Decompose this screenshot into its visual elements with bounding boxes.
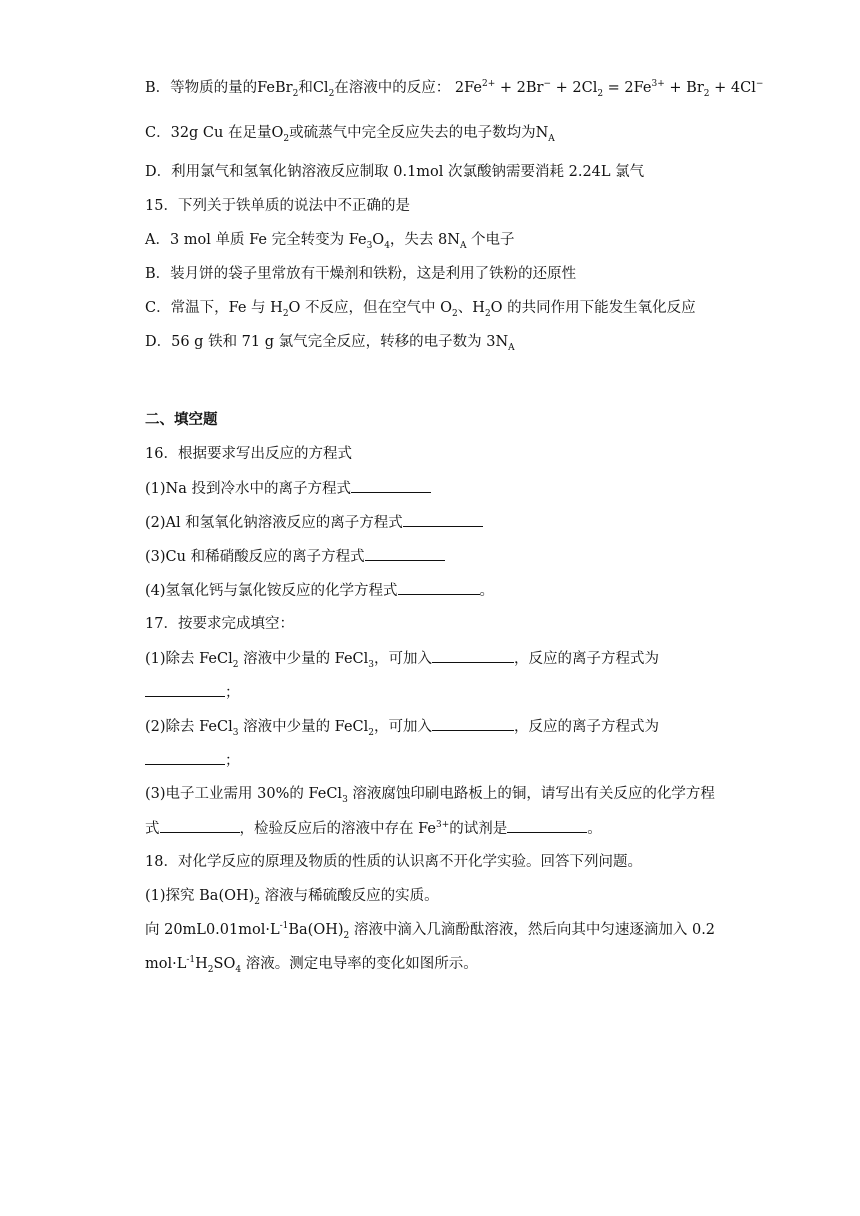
option-text: D．56 g 铁和 71 g 氯气完全反应，转移的电子数为 3N bbox=[145, 334, 509, 350]
q16-part-3 bbox=[145, 546, 445, 567]
option-text: ，失去 8N bbox=[389, 232, 460, 248]
eq-term: + 2Br bbox=[495, 80, 544, 96]
part-text: 溶液中少量的 FeCl bbox=[238, 651, 369, 667]
part-text: ，可加入 bbox=[374, 651, 433, 667]
q18-description-line-2 bbox=[145, 954, 478, 974]
subscript: 2 bbox=[597, 88, 604, 99]
superscript: 3+ bbox=[435, 820, 450, 831]
part-text: 的试剂是 bbox=[449, 821, 508, 837]
subscript: 2 bbox=[283, 133, 290, 144]
formula-febr: FeBr bbox=[257, 80, 293, 96]
part-text: ，可加入 bbox=[374, 719, 433, 735]
eq-term: + 2Cl bbox=[551, 80, 598, 96]
subscript: 2 bbox=[328, 88, 335, 99]
option-text: A．3 mol 单质 Fe 完全转变为 Fe bbox=[145, 232, 367, 248]
q15-stem: 15．下列关于铁单质的说法中不正确的是 bbox=[145, 198, 410, 214]
answer-blank[interactable] bbox=[145, 682, 225, 697]
option-text: C．常温下，Fe 与 H bbox=[145, 300, 283, 316]
superscript: -1 bbox=[186, 955, 196, 966]
part-text: 溶液腐蚀印刷电路板上的铜，请写出有关反应的化学方程 bbox=[347, 786, 715, 802]
q15-option-c bbox=[145, 298, 696, 318]
part-text: (3)Cu 和稀硝酸反应的离子方程式 bbox=[145, 549, 365, 565]
answer-blank[interactable] bbox=[160, 818, 240, 833]
q17-part-3 bbox=[145, 784, 715, 804]
subscript: 2 bbox=[484, 308, 491, 319]
part-text: (4)氢氧化钙与氯化铵反应的化学方程式 bbox=[145, 583, 398, 599]
part-text: SO bbox=[213, 956, 236, 972]
part-text: H bbox=[195, 956, 208, 972]
subscript: 2 bbox=[232, 659, 239, 670]
part-text: (1)探究 Ba(OH) bbox=[145, 888, 255, 904]
q17-part-1 bbox=[145, 648, 659, 669]
q17-part-1-cont bbox=[145, 682, 240, 703]
part-text: 溶液。测定电导率的变化如图所示。 bbox=[241, 956, 478, 972]
part-text: (3)电子工业需用 30%的 FeCl bbox=[145, 786, 343, 802]
q14-option-b bbox=[145, 78, 763, 98]
q16-part-4 bbox=[145, 580, 494, 601]
part-text: 溶液中少量的 FeCl bbox=[238, 719, 369, 735]
q17-part-3-cont bbox=[145, 818, 602, 839]
subscript: 2 bbox=[207, 964, 214, 975]
answer-blank[interactable] bbox=[398, 580, 480, 595]
subscript: 3 bbox=[342, 794, 348, 805]
option-text: O 的共同作用下能发生氧化反应 bbox=[490, 300, 696, 316]
section-title: 二、填空题 bbox=[145, 411, 218, 428]
subscript: 3 bbox=[368, 659, 375, 670]
part-text: (2)除去 FeCl bbox=[145, 719, 233, 735]
answer-blank[interactable] bbox=[507, 818, 587, 833]
option-text: O bbox=[372, 232, 385, 248]
subscript: 4 bbox=[235, 964, 242, 975]
formula-cl: Cl bbox=[312, 80, 329, 96]
subscript: A bbox=[508, 342, 515, 353]
q18-part-1 bbox=[145, 886, 439, 906]
subscript: 3 bbox=[366, 240, 373, 251]
subscript: 2 bbox=[282, 308, 289, 319]
q18-description-line-1 bbox=[145, 920, 715, 940]
superscript: -1 bbox=[279, 921, 289, 932]
ionic-equation bbox=[454, 79, 764, 99]
answer-blank[interactable] bbox=[145, 750, 225, 765]
eq-term: + Br bbox=[664, 80, 704, 96]
punctuation: ； bbox=[225, 685, 240, 701]
q17-part-2-cont bbox=[145, 750, 240, 771]
part-text: (2)Al 和氢氧化钠溶液反应的离子方程式 bbox=[145, 515, 403, 531]
part-text: ，检验反应后的溶液中存在 Fe bbox=[239, 821, 436, 837]
option-text: O 不反应，但在空气中 O bbox=[288, 300, 453, 316]
part-text: Ba(OH) bbox=[288, 922, 344, 938]
subscript: A bbox=[548, 133, 555, 144]
punctuation: 。 bbox=[587, 821, 602, 837]
subscript: 2 bbox=[452, 308, 458, 319]
q14-option-d: D．利用氯气和氢氧化钠溶液反应制取 0.1mol 次氯酸钠需要消耗 2.24L 氯气 bbox=[145, 164, 645, 180]
subscript: 2 bbox=[703, 88, 710, 99]
superscript: − bbox=[755, 79, 764, 90]
q17-stem: 17．按要求完成填空： bbox=[145, 616, 294, 632]
subscript: 2 bbox=[368, 727, 375, 738]
eq-term: = 2Fe bbox=[603, 80, 652, 96]
subscript: 2 bbox=[254, 896, 261, 907]
option-text: 、H bbox=[457, 300, 485, 316]
part-text: 溶液与稀硫酸反应的实质。 bbox=[260, 888, 439, 904]
punctuation: 。 bbox=[479, 583, 495, 599]
subscript: 2 bbox=[343, 930, 350, 941]
superscript: − bbox=[543, 79, 551, 90]
option-text: 在溶液中的反应： bbox=[334, 80, 451, 96]
subscript: A bbox=[459, 240, 467, 251]
formula-n: N bbox=[535, 125, 549, 141]
eq-term: 2Fe bbox=[454, 80, 482, 96]
subscript: 2 bbox=[292, 88, 299, 99]
answer-blank[interactable] bbox=[403, 512, 483, 527]
conjunction: 和 bbox=[298, 80, 313, 96]
formula-o: O bbox=[271, 125, 284, 141]
part-text: 溶液中滴入几滴酚酞溶液，然后向其中匀速逐滴加入 0.2 bbox=[349, 922, 716, 938]
part-text: 向 20mL0.01mol·L bbox=[145, 922, 280, 938]
part-text: 式 bbox=[145, 821, 160, 837]
answer-blank[interactable] bbox=[365, 546, 445, 561]
q16-stem: 16．根据要求写出反应的方程式 bbox=[145, 446, 352, 462]
q16-part-1 bbox=[145, 478, 431, 499]
q15-option-a bbox=[145, 230, 515, 250]
part-text: (1)除去 FeCl bbox=[145, 651, 233, 667]
part-text: ，反应的离子方程式为 bbox=[514, 719, 660, 735]
answer-blank[interactable] bbox=[351, 478, 431, 493]
q15-option-d bbox=[145, 332, 515, 352]
part-text: mol·L bbox=[145, 956, 187, 972]
q14-option-c bbox=[145, 123, 555, 143]
option-text: 个电子 bbox=[466, 232, 515, 248]
q18-stem: 18．对化学反应的原理及物质的性质的认识离不开化学实验。回答下列问题。 bbox=[145, 854, 642, 870]
q16-part-2 bbox=[145, 512, 483, 533]
answer-blank[interactable] bbox=[432, 648, 514, 663]
subscript: 4 bbox=[384, 240, 390, 251]
superscript: 2+ bbox=[481, 79, 496, 90]
answer-blank[interactable] bbox=[432, 716, 514, 731]
part-text: (1)Na 投到冷水中的离子方程式 bbox=[145, 481, 351, 497]
superscript: 3+ bbox=[651, 79, 665, 90]
eq-term: + 4Cl bbox=[709, 80, 756, 96]
option-text: C．32g Cu 在足量 bbox=[145, 125, 272, 141]
punctuation: ； bbox=[225, 753, 240, 769]
option-text: B．等物质的量的 bbox=[145, 80, 258, 96]
option-text: 或硫蒸气中完全反应失去的电子数均为 bbox=[289, 125, 536, 141]
part-text: ，反应的离子方程式为 bbox=[514, 651, 660, 667]
subscript: 3 bbox=[232, 727, 239, 738]
q17-part-2 bbox=[145, 716, 659, 737]
q15-option-b: B．装月饼的袋子里常放有干燥剂和铁粉，这是利用了铁粉的还原性 bbox=[145, 266, 577, 282]
